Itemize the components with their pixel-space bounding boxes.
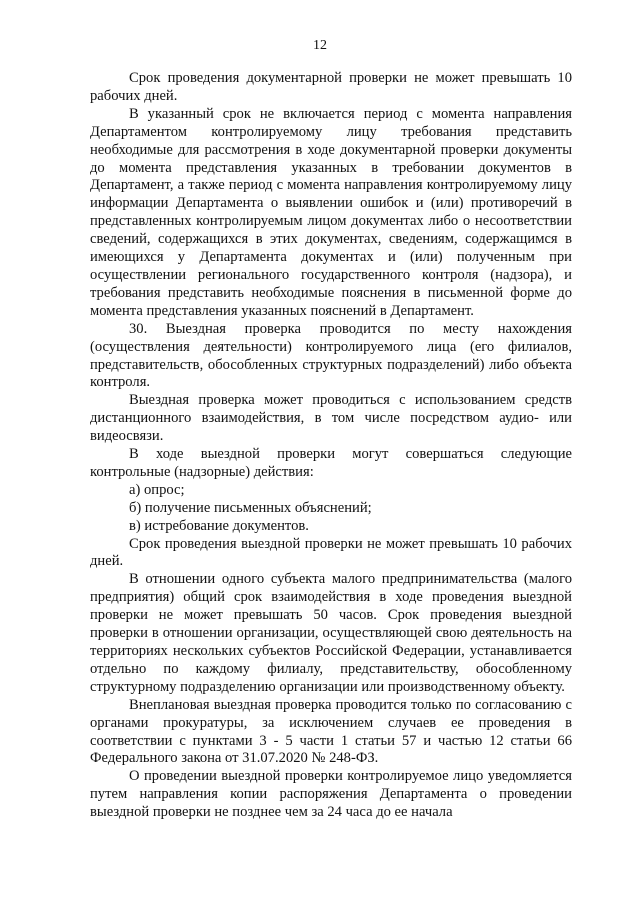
paragraph-unscheduled-check: Внеплановая выездная проверка проводится только по согласованию с органами прокуратуры, за исключением случаев ее проведения в соответствии с пунктами 3 - 5 части 1 статьи 57 и частью 12 статьи 66 Федерального закона от 31.07.2020 № 248-ФЗ.: [90, 696, 572, 767]
list-item-written-explanations: б) получение письменных объяснений;: [129, 499, 372, 516]
paragraph-onsite-check-term: Срок проведения выездной проверки не может превышать 10 рабочих дней.: [90, 535, 572, 570]
paragraph-document-check-term: Срок проведения документарной проверки не может превышать 10 рабочих дней.: [90, 70, 572, 104]
list-item-survey: а) опрос;: [129, 481, 185, 498]
paragraph-control-actions: В ходе выездной проверки могут совершаться следующие контрольные (надзорные) действия:: [90, 446, 572, 480]
paragraph-small-business-limit: В отношении одного субъекта малого предпринимательства (малого предприятия) общий срок взаимодействия в ходе проведения выездной проверки не может превышать 50 часов. Срок проведения выездной проверки в отношении организации, осуществляющей свою деятельность на территориях нескольких субъектов Российской Федерации, устанавливается отдельно по каждому филиалу, представительству, обособленному структурному подразделению организации или производственному объекту.: [90, 571, 572, 695]
paragraph-remote-interaction: Выездная проверка может проводиться с использованием средств дистанционного взаимодействия, в том числе посредством аудио- или видеосвязи.: [90, 392, 572, 445]
paragraph-term-exclusions: В указанный срок не включается период с момента направления Департаментом контролируемому лицу требования представить необходимые для рассмотрения в ходе документарной проверки документы до момента представления указанных в требовании документов в Департамент, а также период с момента направления контролируемому лицу информации Департамента о выявлении ошибок и (или) противоречий в представленных контролируемым лицом документах либо о несоответствии сведений, содержащихся в этих документах, сведениям, содержащимся в имеющихся у Департамента документах и (или) полученным при осуществлении регионального государственного контроля (надзора), и требования представить необходимые пояснения в письменной форме до момента представления указанных пояснений в Департамент.: [90, 105, 572, 319]
list-item-document-request: в) истребование документов.: [129, 517, 309, 534]
paragraph-item-30-onsite-check: 30. Выездная проверка проводится по месту нахождения (осуществления деятельности) контролируемого лица (его филиалов, представительств, обособленных структурных подразделений) либо объекта контроля.: [90, 320, 572, 391]
page-number: 12: [313, 38, 327, 53]
paragraph-notification: О проведении выездной проверки контролируемое лицо уведомляется путем направления копии распоряжения Департамента о проведении выездной проверки не позднее чем за 24 часа до ее начала: [90, 768, 572, 821]
document-body: [90, 70, 572, 822]
